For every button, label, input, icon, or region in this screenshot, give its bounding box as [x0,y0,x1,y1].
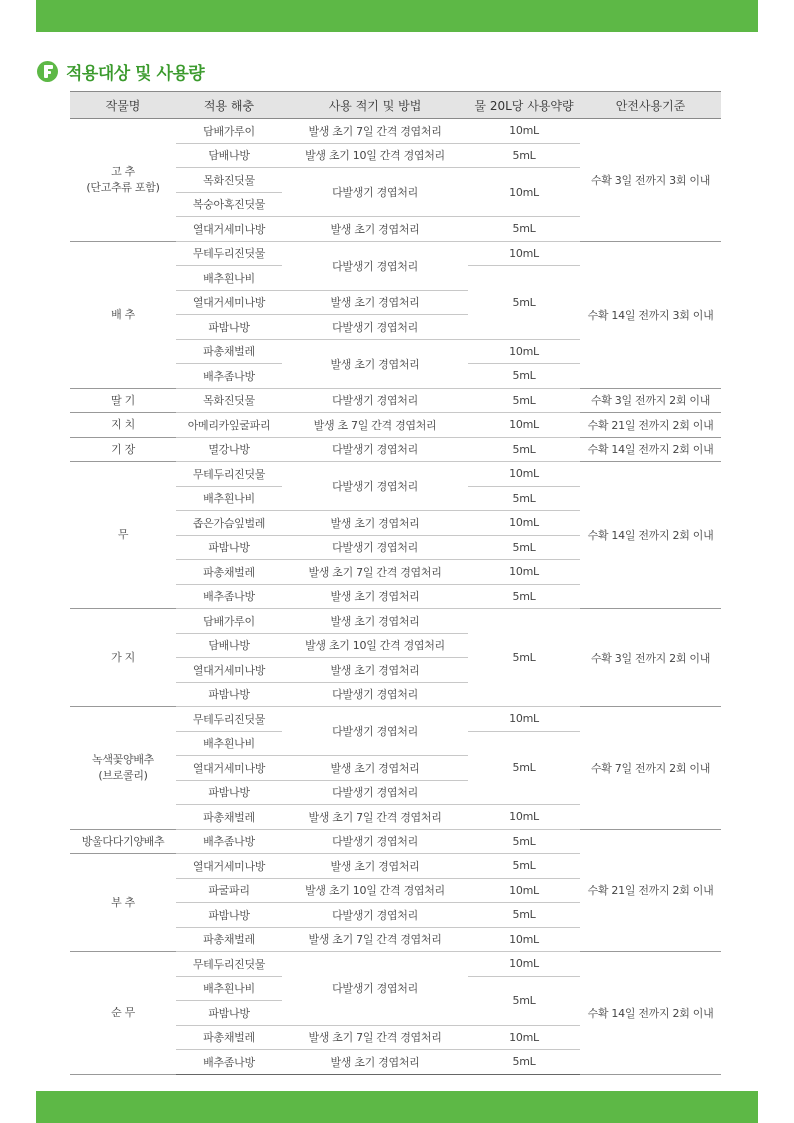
table-cell: 5mL [468,609,580,707]
table-cell: 발생 초기 경엽처리 [282,756,468,781]
table-cell: 5mL [468,266,580,340]
table-cell: 발생 초기 경엽처리 [282,584,468,609]
table-cell: 수확 14일 전까지 2회 이내 [580,437,721,462]
table-cell: 10mL [468,707,580,732]
table-cell: 파밤나방 [176,315,282,340]
table-cell: 10mL [468,927,580,952]
table-cell: 다발생기 경엽처리 [282,462,468,511]
table-cell: 발생 초기 경엽처리 [282,609,468,634]
table-cell: 수확 7일 전까지 2회 이내 [580,707,721,830]
table-cell: 5mL [468,217,580,242]
table-cell: 10mL [468,413,580,438]
table-cell: 수확 14일 전까지 2회 이내 [580,462,721,609]
table-cell: 발생 초 7일 간격 경엽처리 [282,413,468,438]
table-row [70,462,721,487]
table-cell: 5mL [468,143,580,168]
table-cell: 열대거세미나방 [176,217,282,242]
table-cell: 배추좀나방 [176,584,282,609]
table-row [70,707,721,732]
table-cell: 발생 초기 경엽처리 [282,339,468,388]
table-cell: 다발생기 경엽처리 [282,388,468,413]
table-cell: 담배가루이 [176,609,282,634]
table-cell: 10mL [468,560,580,585]
table-cell: 배 추 [70,241,176,388]
table-cell: 멸강나방 [176,437,282,462]
table-cell: 파밤나방 [176,780,282,805]
table-body [70,119,721,1075]
table-row [70,829,721,854]
table-cell: 파밤나방 [176,903,282,928]
table-cell: 방울다다기양배추 [70,829,176,854]
table-cell: 녹색꽃양배추 (브로콜리) [70,707,176,830]
table-cell: 10mL [468,878,580,903]
table-cell: 배추흰나비 [176,731,282,756]
table-cell: 파밤나방 [176,535,282,560]
table-cell: 파총채벌레 [176,805,282,830]
table-cell: 수확 14일 전까지 2회 이내 [580,952,721,1075]
table-cell: 다발생기 경엽처리 [282,780,468,805]
section-heading [37,58,204,84]
table-cell: 무테두리진딧물 [176,241,282,266]
table-cell: 파밤나방 [176,1001,282,1026]
header-method: 사용 적기 및 방법 [282,92,468,119]
header-crop: 작물명 [70,92,176,119]
table-cell: 목화진딧물 [176,388,282,413]
table-cell: 좁은가슴잎벌레 [176,511,282,536]
table-cell: 발생 초기 7일 간격 경엽처리 [282,927,468,952]
table-cell: 열대거세미나방 [176,290,282,315]
table-row [70,388,721,413]
table-cell: 무 [70,462,176,609]
table-cell: 5mL [468,437,580,462]
table-cell: 다발생기 경엽처리 [282,903,468,928]
section-icon [37,61,58,82]
table-cell: 10mL [468,1025,580,1050]
table-cell: 다발생기 경엽처리 [282,829,468,854]
table-cell: 다발생기 경엽처리 [282,682,468,707]
table-cell: 5mL [468,976,580,1025]
table-cell: 발생 초기 7일 간격 경엽처리 [282,1025,468,1050]
table-cell: 5mL [468,854,580,879]
table-cell: 5mL [468,364,580,389]
table-cell: 발생 초기 7일 간격 경엽처리 [282,119,468,144]
table-row [70,241,721,266]
table-cell: 발생 초기 7일 간격 경엽처리 [282,805,468,830]
table-cell: 고 추 (단고추류 포함) [70,119,176,242]
table-cell: 무테두리진딧물 [176,462,282,487]
table-cell: 10mL [468,511,580,536]
table-cell: 5mL [468,486,580,511]
table-cell: 수확 3일 전까지 3회 이내 [580,119,721,242]
header-safety-standard: 안전사용기준 [580,92,721,119]
table-cell: 10mL [468,241,580,266]
table-cell: 파밤나방 [176,682,282,707]
table-cell: 10mL [468,339,580,364]
table-cell: 파총채벌레 [176,560,282,585]
usage-table [70,91,721,1075]
table-cell: 10mL [468,119,580,144]
table-cell: 수확 21일 전까지 2회 이내 [580,829,721,952]
table-cell: 다발생기 경엽처리 [282,707,468,756]
table-cell: 지 치 [70,413,176,438]
table-cell: 배추흰나비 [176,266,282,291]
table-cell: 5mL [468,535,580,560]
bottom-green-bar [36,1091,758,1123]
table-cell: 부 추 [70,854,176,952]
table-cell: 5mL [468,731,580,805]
table-cell: 발생 초기 경엽처리 [282,217,468,242]
table-cell: 열대거세미나방 [176,854,282,879]
table-row [70,952,721,977]
table-cell: 발생 초기 경엽처리 [282,854,468,879]
table-cell: 아메리카잎굴파리 [176,413,282,438]
table-cell: 다발생기 경엽처리 [282,241,468,290]
table-row [70,437,721,462]
table-cell: 발생 초기 경엽처리 [282,511,468,536]
table-cell: 배추좀나방 [176,829,282,854]
table-cell: 가 지 [70,609,176,707]
table-cell: 발생 초기 경엽처리 [282,658,468,683]
header-pest: 적용 해충 [176,92,282,119]
section-title: 적용대상 및 사용량 [66,63,205,84]
table-cell: 5mL [468,1050,580,1075]
table-cell: 5mL [468,829,580,854]
table-cell: 수확 14일 전까지 3회 이내 [580,241,721,388]
table-cell: 다발생기 경엽처리 [282,315,468,340]
table-cell: 담배나방 [176,633,282,658]
table-cell: 발생 초기 10일 간격 경엽처리 [282,633,468,658]
table-cell: 다발생기 경엽처리 [282,535,468,560]
table-cell: 5mL [468,584,580,609]
table-cell: 발생 초기 경엽처리 [282,1050,468,1075]
table-cell: 파총채벌레 [176,927,282,952]
table-cell: 열대거세미나방 [176,658,282,683]
table-cell: 발생 초기 7일 간격 경엽처리 [282,560,468,585]
table-row [70,609,721,634]
table-cell: 배추좀나방 [176,364,282,389]
table-cell: 발생 초기 경엽처리 [282,290,468,315]
table-cell: 무테두리진딧물 [176,707,282,732]
table-cell: 딸 기 [70,388,176,413]
table-cell: 수확 21일 전까지 2회 이내 [580,413,721,438]
table-cell: 5mL [468,388,580,413]
table-cell: 10mL [468,952,580,977]
table-cell: 다발생기 경엽처리 [282,168,468,217]
top-green-bar [36,0,758,32]
table-cell: 기 장 [70,437,176,462]
table-cell: 배추흰나비 [176,976,282,1001]
table-cell: 배추좀나방 [176,1050,282,1075]
table-cell: 수확 3일 전까지 2회 이내 [580,609,721,707]
table-cell: 복숭아혹진딧물 [176,192,282,217]
table-cell: 목화진딧물 [176,168,282,193]
table-row [70,413,721,438]
table-cell: 파굴파리 [176,878,282,903]
table-cell: 담배가루이 [176,119,282,144]
table-cell: 파총채벌레 [176,339,282,364]
table-cell: 10mL [468,462,580,487]
table-row [70,119,721,144]
table-cell: 발생 초기 10일 간격 경엽처리 [282,143,468,168]
table-cell: 다발생기 경엽처리 [282,437,468,462]
table-cell: 5mL [468,903,580,928]
table-cell: 순 무 [70,952,176,1075]
table-cell: 배추흰나비 [176,486,282,511]
table-cell: 다발생기 경엽처리 [282,952,468,1026]
table-cell: 10mL [468,805,580,830]
table-cell: 수확 3일 전까지 2회 이내 [580,388,721,413]
table-cell: 담배나방 [176,143,282,168]
table-cell: 무테두리진딧물 [176,952,282,977]
table-cell: 발생 초기 10일 간격 경엽처리 [282,878,468,903]
header-dosage: 물 20L당 사용약량 [468,92,580,119]
table-cell: 10mL [468,168,580,217]
table-header-row [70,92,721,119]
table-cell: 파총채벌레 [176,1025,282,1050]
table-cell: 열대거세미나방 [176,756,282,781]
